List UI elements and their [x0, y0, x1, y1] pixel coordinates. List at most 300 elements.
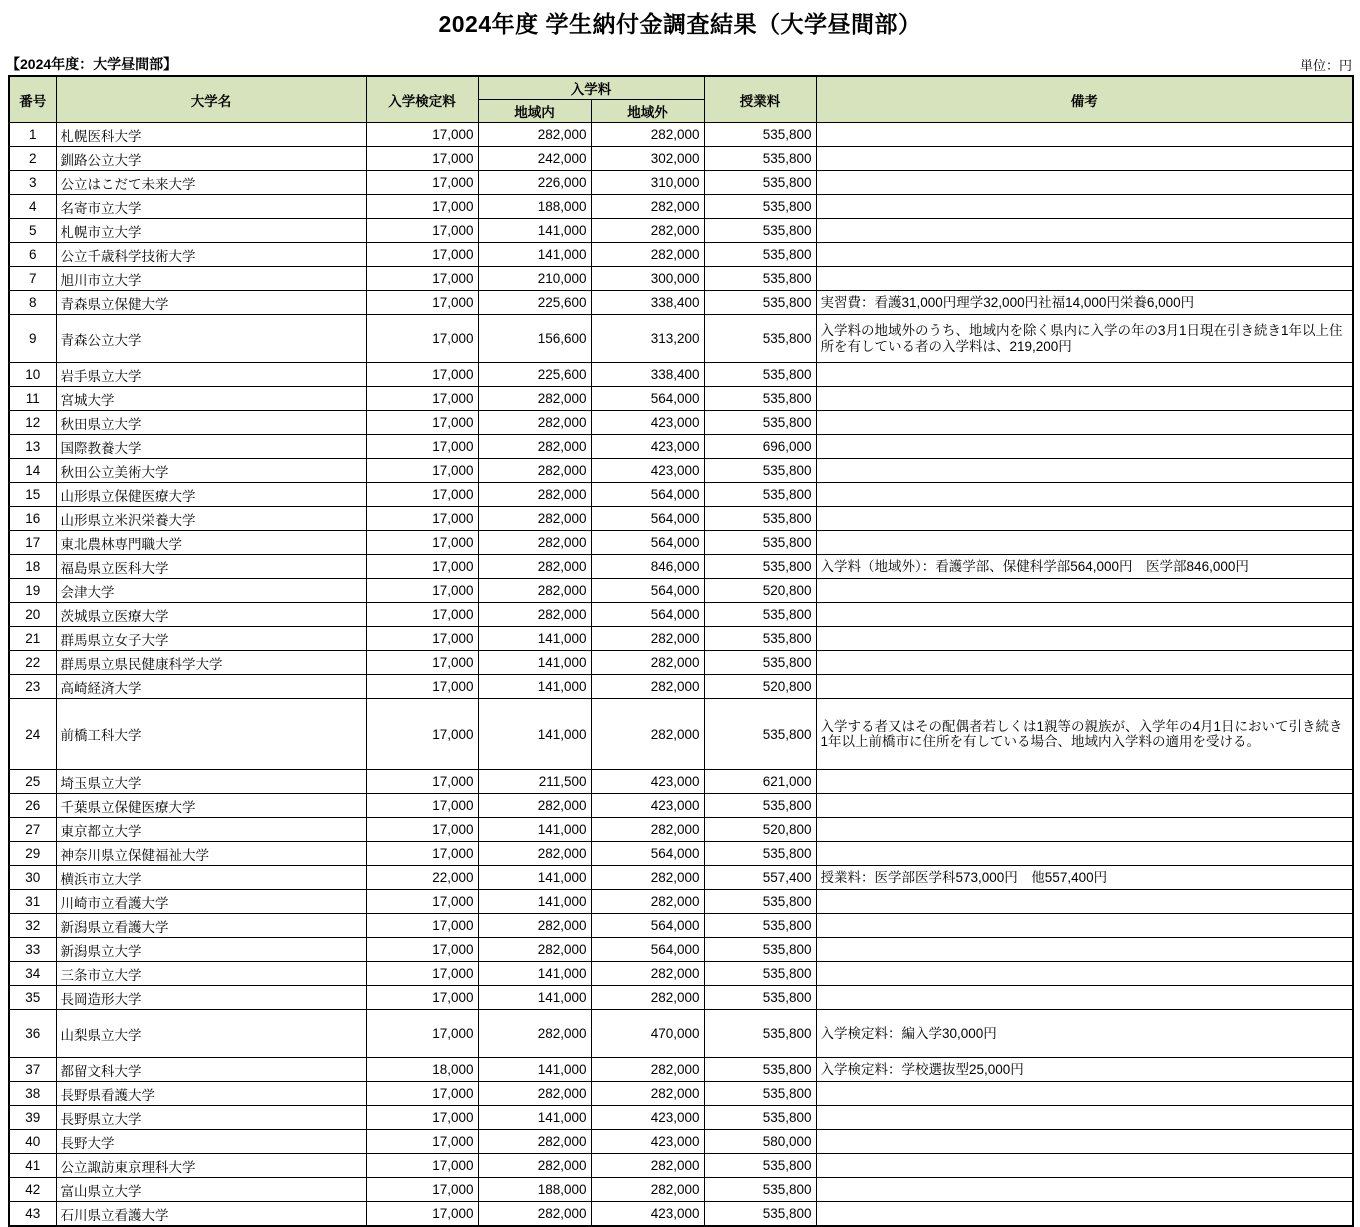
cell-remarks	[816, 507, 1353, 531]
cell-exam-fee: 17,000	[366, 1130, 478, 1154]
cell-exam-fee: 17,000	[366, 531, 478, 555]
cell-tuition: 535,800	[704, 507, 816, 531]
table-header	[9, 76, 1353, 123]
cell-remarks	[816, 195, 1353, 219]
cell-university-name: 釧路公立大学	[56, 147, 366, 171]
cell-exam-fee: 17,000	[366, 483, 478, 507]
cell-exam-fee: 17,000	[366, 555, 478, 579]
cell-admission-in-region: 282,000	[478, 411, 591, 435]
cell-admission-in-region: 282,000	[478, 1202, 591, 1227]
cell-tuition: 535,800	[704, 1058, 816, 1082]
section-label: 【2024年度：大学昼間部】	[6, 56, 178, 72]
cell-admission-out-region: 423,000	[591, 435, 704, 459]
cell-exam-fee: 17,000	[366, 914, 478, 938]
table-row	[9, 962, 1353, 986]
cell-tuition: 535,800	[704, 219, 816, 243]
cell-admission-out-region: 282,000	[591, 866, 704, 890]
cell-tuition: 535,800	[704, 603, 816, 627]
cell-tuition: 535,800	[704, 1202, 816, 1227]
cell-tuition: 535,800	[704, 459, 816, 483]
table-row	[9, 986, 1353, 1010]
cell-university-name: 宮城大学	[56, 387, 366, 411]
cell-admission-in-region: 242,000	[478, 147, 591, 171]
cell-admission-in-region: 282,000	[478, 483, 591, 507]
cell-admission-out-region: 282,000	[591, 243, 704, 267]
cell-admission-in-region: 282,000	[478, 123, 591, 147]
cell-exam-fee: 17,000	[366, 171, 478, 195]
cell-admission-in-region: 141,000	[478, 243, 591, 267]
cell-admission-out-region: 423,000	[591, 1202, 704, 1227]
table-body	[9, 123, 1353, 1227]
cell-admission-in-region: 282,000	[478, 794, 591, 818]
cell-admission-out-region: 846,000	[591, 555, 704, 579]
cell-exam-fee: 17,000	[366, 147, 478, 171]
cell-admission-out-region: 282,000	[591, 675, 704, 699]
col-header-admission-fee-group: 入学料	[478, 76, 704, 100]
cell-university-name: 群馬県立女子大学	[56, 627, 366, 651]
cell-admission-in-region: 282,000	[478, 938, 591, 962]
cell-row-number: 34	[9, 962, 56, 986]
cell-remarks	[816, 1082, 1353, 1106]
cell-exam-fee: 17,000	[366, 770, 478, 794]
cell-tuition: 621,000	[704, 770, 816, 794]
cell-admission-out-region: 302,000	[591, 147, 704, 171]
cell-row-number: 5	[9, 219, 56, 243]
cell-admission-out-region: 282,000	[591, 986, 704, 1010]
cell-admission-out-region: 282,000	[591, 627, 704, 651]
cell-exam-fee: 17,000	[366, 411, 478, 435]
cell-admission-in-region: 282,000	[478, 1154, 591, 1178]
cell-remarks	[816, 123, 1353, 147]
cell-university-name: 公立はこだて未来大学	[56, 171, 366, 195]
cell-tuition: 535,800	[704, 291, 816, 315]
cell-row-number: 20	[9, 603, 56, 627]
cell-exam-fee: 17,000	[366, 315, 478, 363]
cell-remarks	[816, 890, 1353, 914]
cell-remarks	[816, 459, 1353, 483]
cell-admission-in-region: 225,600	[478, 291, 591, 315]
cell-remarks: 入学料の地域外のうち、地域内を除く県内に入学の年の3月1日現在引き続き1年以上住所を有している者の入学料は、219,200円	[816, 315, 1353, 363]
cell-admission-out-region: 338,400	[591, 291, 704, 315]
cell-admission-out-region: 282,000	[591, 651, 704, 675]
cell-tuition: 580,000	[704, 1130, 816, 1154]
cell-admission-out-region: 423,000	[591, 794, 704, 818]
table-row	[9, 219, 1353, 243]
table-row	[9, 866, 1353, 890]
cell-admission-in-region: 156,600	[478, 315, 591, 363]
cell-tuition: 696,000	[704, 435, 816, 459]
cell-tuition: 535,800	[704, 531, 816, 555]
cell-university-name: 山形県立保健医療大学	[56, 483, 366, 507]
table-row	[9, 267, 1353, 291]
table-row	[9, 459, 1353, 483]
cell-tuition: 520,800	[704, 818, 816, 842]
table-row	[9, 1106, 1353, 1130]
cell-admission-in-region: 282,000	[478, 531, 591, 555]
table-row	[9, 483, 1353, 507]
cell-admission-out-region: 564,000	[591, 938, 704, 962]
cell-row-number: 19	[9, 579, 56, 603]
cell-exam-fee: 17,000	[366, 435, 478, 459]
cell-university-name: 札幌医科大学	[56, 123, 366, 147]
cell-university-name: 秋田県立大学	[56, 411, 366, 435]
cell-university-name: 石川県立看護大学	[56, 1202, 366, 1227]
cell-admission-in-region: 141,000	[478, 818, 591, 842]
cell-row-number: 30	[9, 866, 56, 890]
cell-row-number: 11	[9, 387, 56, 411]
cell-row-number: 14	[9, 459, 56, 483]
cell-remarks: 実習費：看護31,000円理学32,000円社福14,000円栄養6,000円	[816, 291, 1353, 315]
cell-tuition: 557,400	[704, 866, 816, 890]
cell-university-name: 長野大学	[56, 1130, 366, 1154]
cell-admission-out-region: 310,000	[591, 171, 704, 195]
cell-exam-fee: 17,000	[366, 675, 478, 699]
cell-admission-in-region: 282,000	[478, 555, 591, 579]
cell-remarks	[816, 483, 1353, 507]
cell-university-name: 千葉県立保健医療大学	[56, 794, 366, 818]
cell-remarks	[816, 147, 1353, 171]
cell-admission-out-region: 423,000	[591, 459, 704, 483]
col-header-no: 番号	[9, 76, 56, 123]
cell-university-name: 三条市立大学	[56, 962, 366, 986]
cell-row-number: 16	[9, 507, 56, 531]
table-row	[9, 842, 1353, 866]
table-row	[9, 938, 1353, 962]
cell-tuition: 535,800	[704, 842, 816, 866]
cell-admission-out-region: 564,000	[591, 603, 704, 627]
cell-row-number: 2	[9, 147, 56, 171]
cell-university-name: 都留文科大学	[56, 1058, 366, 1082]
cell-admission-in-region: 282,000	[478, 603, 591, 627]
cell-admission-in-region: 282,000	[478, 1082, 591, 1106]
cell-admission-out-region: 564,000	[591, 531, 704, 555]
cell-exam-fee: 17,000	[366, 1010, 478, 1058]
table-row	[9, 195, 1353, 219]
cell-admission-out-region: 313,200	[591, 315, 704, 363]
cell-admission-in-region: 282,000	[478, 435, 591, 459]
table-row	[9, 770, 1353, 794]
cell-admission-out-region: 282,000	[591, 818, 704, 842]
cell-university-name: 福島県立医科大学	[56, 555, 366, 579]
cell-row-number: 3	[9, 171, 56, 195]
cell-row-number: 31	[9, 890, 56, 914]
cell-university-name: 青森県立保健大学	[56, 291, 366, 315]
cell-admission-out-region: 282,000	[591, 890, 704, 914]
cell-tuition: 535,800	[704, 483, 816, 507]
cell-tuition: 535,800	[704, 267, 816, 291]
cell-university-name: 長野県看護大学	[56, 1082, 366, 1106]
cell-remarks	[816, 770, 1353, 794]
cell-remarks	[816, 818, 1353, 842]
cell-tuition: 535,800	[704, 627, 816, 651]
cell-row-number: 7	[9, 267, 56, 291]
cell-remarks	[816, 651, 1353, 675]
cell-tuition: 535,800	[704, 986, 816, 1010]
table-row	[9, 1202, 1353, 1227]
cell-exam-fee: 17,000	[366, 1154, 478, 1178]
cell-university-name: 秋田公立美術大学	[56, 459, 366, 483]
cell-admission-in-region: 282,000	[478, 507, 591, 531]
cell-exam-fee: 17,000	[366, 1202, 478, 1227]
table-row	[9, 1058, 1353, 1082]
cell-admission-out-region: 282,000	[591, 1082, 704, 1106]
cell-admission-out-region: 564,000	[591, 914, 704, 938]
cell-admission-in-region: 141,000	[478, 962, 591, 986]
cell-row-number: 43	[9, 1202, 56, 1227]
cell-row-number: 21	[9, 627, 56, 651]
cell-university-name: 東京都立大学	[56, 818, 366, 842]
cell-row-number: 36	[9, 1010, 56, 1058]
cell-admission-in-region: 141,000	[478, 651, 591, 675]
cell-exam-fee: 22,000	[366, 866, 478, 890]
cell-exam-fee: 17,000	[366, 459, 478, 483]
cell-exam-fee: 17,000	[366, 219, 478, 243]
col-header-tuition: 授業料	[704, 76, 816, 123]
cell-university-name: 富山県立大学	[56, 1178, 366, 1202]
cell-row-number: 18	[9, 555, 56, 579]
cell-university-name: 山梨県立大学	[56, 1010, 366, 1058]
cell-admission-out-region: 282,000	[591, 1154, 704, 1178]
cell-admission-in-region: 188,000	[478, 1178, 591, 1202]
col-header-exam-fee: 入学検定料	[366, 76, 478, 123]
cell-admission-out-region: 564,000	[591, 387, 704, 411]
cell-exam-fee: 17,000	[366, 1178, 478, 1202]
cell-admission-out-region: 423,000	[591, 1130, 704, 1154]
cell-university-name: 山形県立米沢栄養大学	[56, 507, 366, 531]
cell-university-name: 旭川市立大学	[56, 267, 366, 291]
table-row	[9, 411, 1353, 435]
cell-row-number: 12	[9, 411, 56, 435]
cell-admission-out-region: 423,000	[591, 411, 704, 435]
cell-tuition: 535,800	[704, 195, 816, 219]
cell-university-name: 前橋工科大学	[56, 699, 366, 770]
cell-admission-in-region: 226,000	[478, 171, 591, 195]
cell-admission-out-region: 470,000	[591, 1010, 704, 1058]
cell-remarks: 授業料：医学部医学科573,000円 他557,400円	[816, 866, 1353, 890]
table-row	[9, 1082, 1353, 1106]
cell-admission-out-region: 300,000	[591, 267, 704, 291]
cell-admission-out-region: 423,000	[591, 1106, 704, 1130]
cell-admission-out-region: 282,000	[591, 219, 704, 243]
cell-tuition: 535,800	[704, 123, 816, 147]
cell-university-name: 岩手県立大学	[56, 363, 366, 387]
cell-remarks	[816, 842, 1353, 866]
page-title: 2024年度 学生納付金調査結果（大学昼間部）	[438, 11, 922, 37]
cell-exam-fee: 17,000	[366, 794, 478, 818]
table-row	[9, 579, 1353, 603]
table-row	[9, 507, 1353, 531]
cell-row-number: 9	[9, 315, 56, 363]
cell-row-number: 40	[9, 1130, 56, 1154]
cell-row-number: 4	[9, 195, 56, 219]
cell-tuition: 535,800	[704, 914, 816, 938]
cell-admission-in-region: 141,000	[478, 890, 591, 914]
cell-exam-fee: 17,000	[366, 938, 478, 962]
cell-admission-out-region: 282,000	[591, 1058, 704, 1082]
cell-tuition: 520,800	[704, 579, 816, 603]
cell-admission-in-region: 225,600	[478, 363, 591, 387]
cell-exam-fee: 17,000	[366, 387, 478, 411]
col-header-in-region: 地域内	[478, 100, 591, 123]
cell-university-name: 群馬県立県民健康科学大学	[56, 651, 366, 675]
cell-row-number: 17	[9, 531, 56, 555]
table-row	[9, 1130, 1353, 1154]
cell-row-number: 33	[9, 938, 56, 962]
cell-row-number: 6	[9, 243, 56, 267]
table-row	[9, 651, 1353, 675]
cell-remarks: 入学検定料：編入学30,000円	[816, 1010, 1353, 1058]
cell-admission-in-region: 210,000	[478, 267, 591, 291]
cell-exam-fee: 17,000	[366, 267, 478, 291]
cell-tuition: 535,800	[704, 147, 816, 171]
cell-tuition: 535,800	[704, 962, 816, 986]
cell-remarks	[816, 411, 1353, 435]
cell-university-name: 青森公立大学	[56, 315, 366, 363]
cell-admission-in-region: 282,000	[478, 914, 591, 938]
cell-remarks	[816, 531, 1353, 555]
document-page	[0, 6, 1360, 1227]
cell-row-number: 26	[9, 794, 56, 818]
table-row	[9, 123, 1353, 147]
cell-tuition: 535,800	[704, 555, 816, 579]
table-row	[9, 627, 1353, 651]
cell-remarks	[816, 267, 1353, 291]
cell-remarks	[816, 363, 1353, 387]
table-row	[9, 243, 1353, 267]
unit-label: 単位：円	[1299, 58, 1352, 73]
cell-admission-in-region: 141,000	[478, 866, 591, 890]
cell-row-number: 13	[9, 435, 56, 459]
cell-row-number: 1	[9, 123, 56, 147]
cell-row-number: 23	[9, 675, 56, 699]
cell-university-name: 長野県立大学	[56, 1106, 366, 1130]
table-row	[9, 531, 1353, 555]
cell-tuition: 535,800	[704, 411, 816, 435]
cell-admission-out-region: 564,000	[591, 842, 704, 866]
cell-remarks: 入学する者又はその配偶者若しくは1親等の親族が、入学年の4月1日において引き続き1年以上前橋市に住所を有している場合、地域内入学料の適用を受ける。	[816, 699, 1353, 770]
meta-row	[0, 54, 1360, 74]
cell-exam-fee: 17,000	[366, 579, 478, 603]
cell-tuition: 535,800	[704, 1178, 816, 1202]
cell-tuition: 535,800	[704, 363, 816, 387]
cell-university-name: 埼玉県立大学	[56, 770, 366, 794]
cell-tuition: 535,800	[704, 890, 816, 914]
cell-remarks	[816, 171, 1353, 195]
cell-university-name: 会津大学	[56, 579, 366, 603]
cell-exam-fee: 17,000	[366, 627, 478, 651]
cell-remarks	[816, 675, 1353, 699]
cell-tuition: 535,800	[704, 243, 816, 267]
cell-admission-out-region: 564,000	[591, 483, 704, 507]
cell-tuition: 535,800	[704, 794, 816, 818]
cell-admission-in-region: 141,000	[478, 1106, 591, 1130]
cell-admission-in-region: 141,000	[478, 675, 591, 699]
cell-row-number: 8	[9, 291, 56, 315]
cell-remarks	[816, 794, 1353, 818]
table-row	[9, 1154, 1353, 1178]
cell-tuition: 535,800	[704, 1106, 816, 1130]
cell-admission-in-region: 141,000	[478, 699, 591, 770]
table-row	[9, 675, 1353, 699]
cell-row-number: 27	[9, 818, 56, 842]
table-row	[9, 603, 1353, 627]
cell-exam-fee: 17,000	[366, 699, 478, 770]
cell-university-name: 公立千歳科学技術大学	[56, 243, 366, 267]
cell-remarks	[816, 579, 1353, 603]
cell-remarks	[816, 1130, 1353, 1154]
cell-exam-fee: 17,000	[366, 818, 478, 842]
cell-university-name: 札幌市立大学	[56, 219, 366, 243]
cell-tuition: 535,800	[704, 1010, 816, 1058]
cell-remarks	[816, 243, 1353, 267]
table-row	[9, 435, 1353, 459]
cell-exam-fee: 17,000	[366, 363, 478, 387]
cell-university-name: 公立諏訪東京理科大学	[56, 1154, 366, 1178]
cell-exam-fee: 18,000	[366, 1058, 478, 1082]
cell-remarks	[816, 1178, 1353, 1202]
cell-university-name: 川崎市立看護大学	[56, 890, 366, 914]
cell-exam-fee: 17,000	[366, 291, 478, 315]
cell-admission-out-region: 423,000	[591, 770, 704, 794]
cell-exam-fee: 17,000	[366, 1082, 478, 1106]
cell-exam-fee: 17,000	[366, 1106, 478, 1130]
cell-university-name: 東北農林専門職大学	[56, 531, 366, 555]
cell-university-name: 国際教養大学	[56, 435, 366, 459]
cell-university-name: 高崎経済大学	[56, 675, 366, 699]
cell-admission-in-region: 282,000	[478, 1010, 591, 1058]
cell-exam-fee: 17,000	[366, 651, 478, 675]
table-row	[9, 315, 1353, 363]
cell-remarks	[816, 435, 1353, 459]
cell-remarks	[816, 603, 1353, 627]
cell-exam-fee: 17,000	[366, 890, 478, 914]
cell-admission-in-region: 141,000	[478, 986, 591, 1010]
cell-remarks	[816, 914, 1353, 938]
col-header-university-name: 大学名	[56, 76, 366, 123]
cell-exam-fee: 17,000	[366, 507, 478, 531]
cell-row-number: 15	[9, 483, 56, 507]
cell-university-name: 新潟県立大学	[56, 938, 366, 962]
cell-remarks	[816, 938, 1353, 962]
cell-tuition: 535,800	[704, 387, 816, 411]
fees-table	[8, 75, 1354, 1227]
cell-admission-in-region: 188,000	[478, 195, 591, 219]
cell-tuition: 535,800	[704, 651, 816, 675]
cell-exam-fee: 17,000	[366, 962, 478, 986]
cell-university-name: 長岡造形大学	[56, 986, 366, 1010]
cell-admission-out-region: 282,000	[591, 195, 704, 219]
cell-tuition: 520,800	[704, 675, 816, 699]
cell-admission-in-region: 282,000	[478, 842, 591, 866]
cell-remarks	[816, 962, 1353, 986]
cell-admission-in-region: 141,000	[478, 627, 591, 651]
cell-remarks	[816, 1202, 1353, 1227]
cell-exam-fee: 17,000	[366, 842, 478, 866]
cell-admission-out-region: 564,000	[591, 579, 704, 603]
cell-tuition: 535,800	[704, 1082, 816, 1106]
table-row	[9, 1178, 1353, 1202]
cell-admission-out-region: 282,000	[591, 1178, 704, 1202]
cell-remarks	[816, 219, 1353, 243]
cell-remarks	[816, 1106, 1353, 1130]
cell-remarks	[816, 986, 1353, 1010]
cell-exam-fee: 17,000	[366, 123, 478, 147]
cell-admission-out-region: 338,400	[591, 363, 704, 387]
cell-admission-out-region: 564,000	[591, 507, 704, 531]
cell-admission-in-region: 282,000	[478, 579, 591, 603]
cell-row-number: 25	[9, 770, 56, 794]
table-row	[9, 1010, 1353, 1058]
